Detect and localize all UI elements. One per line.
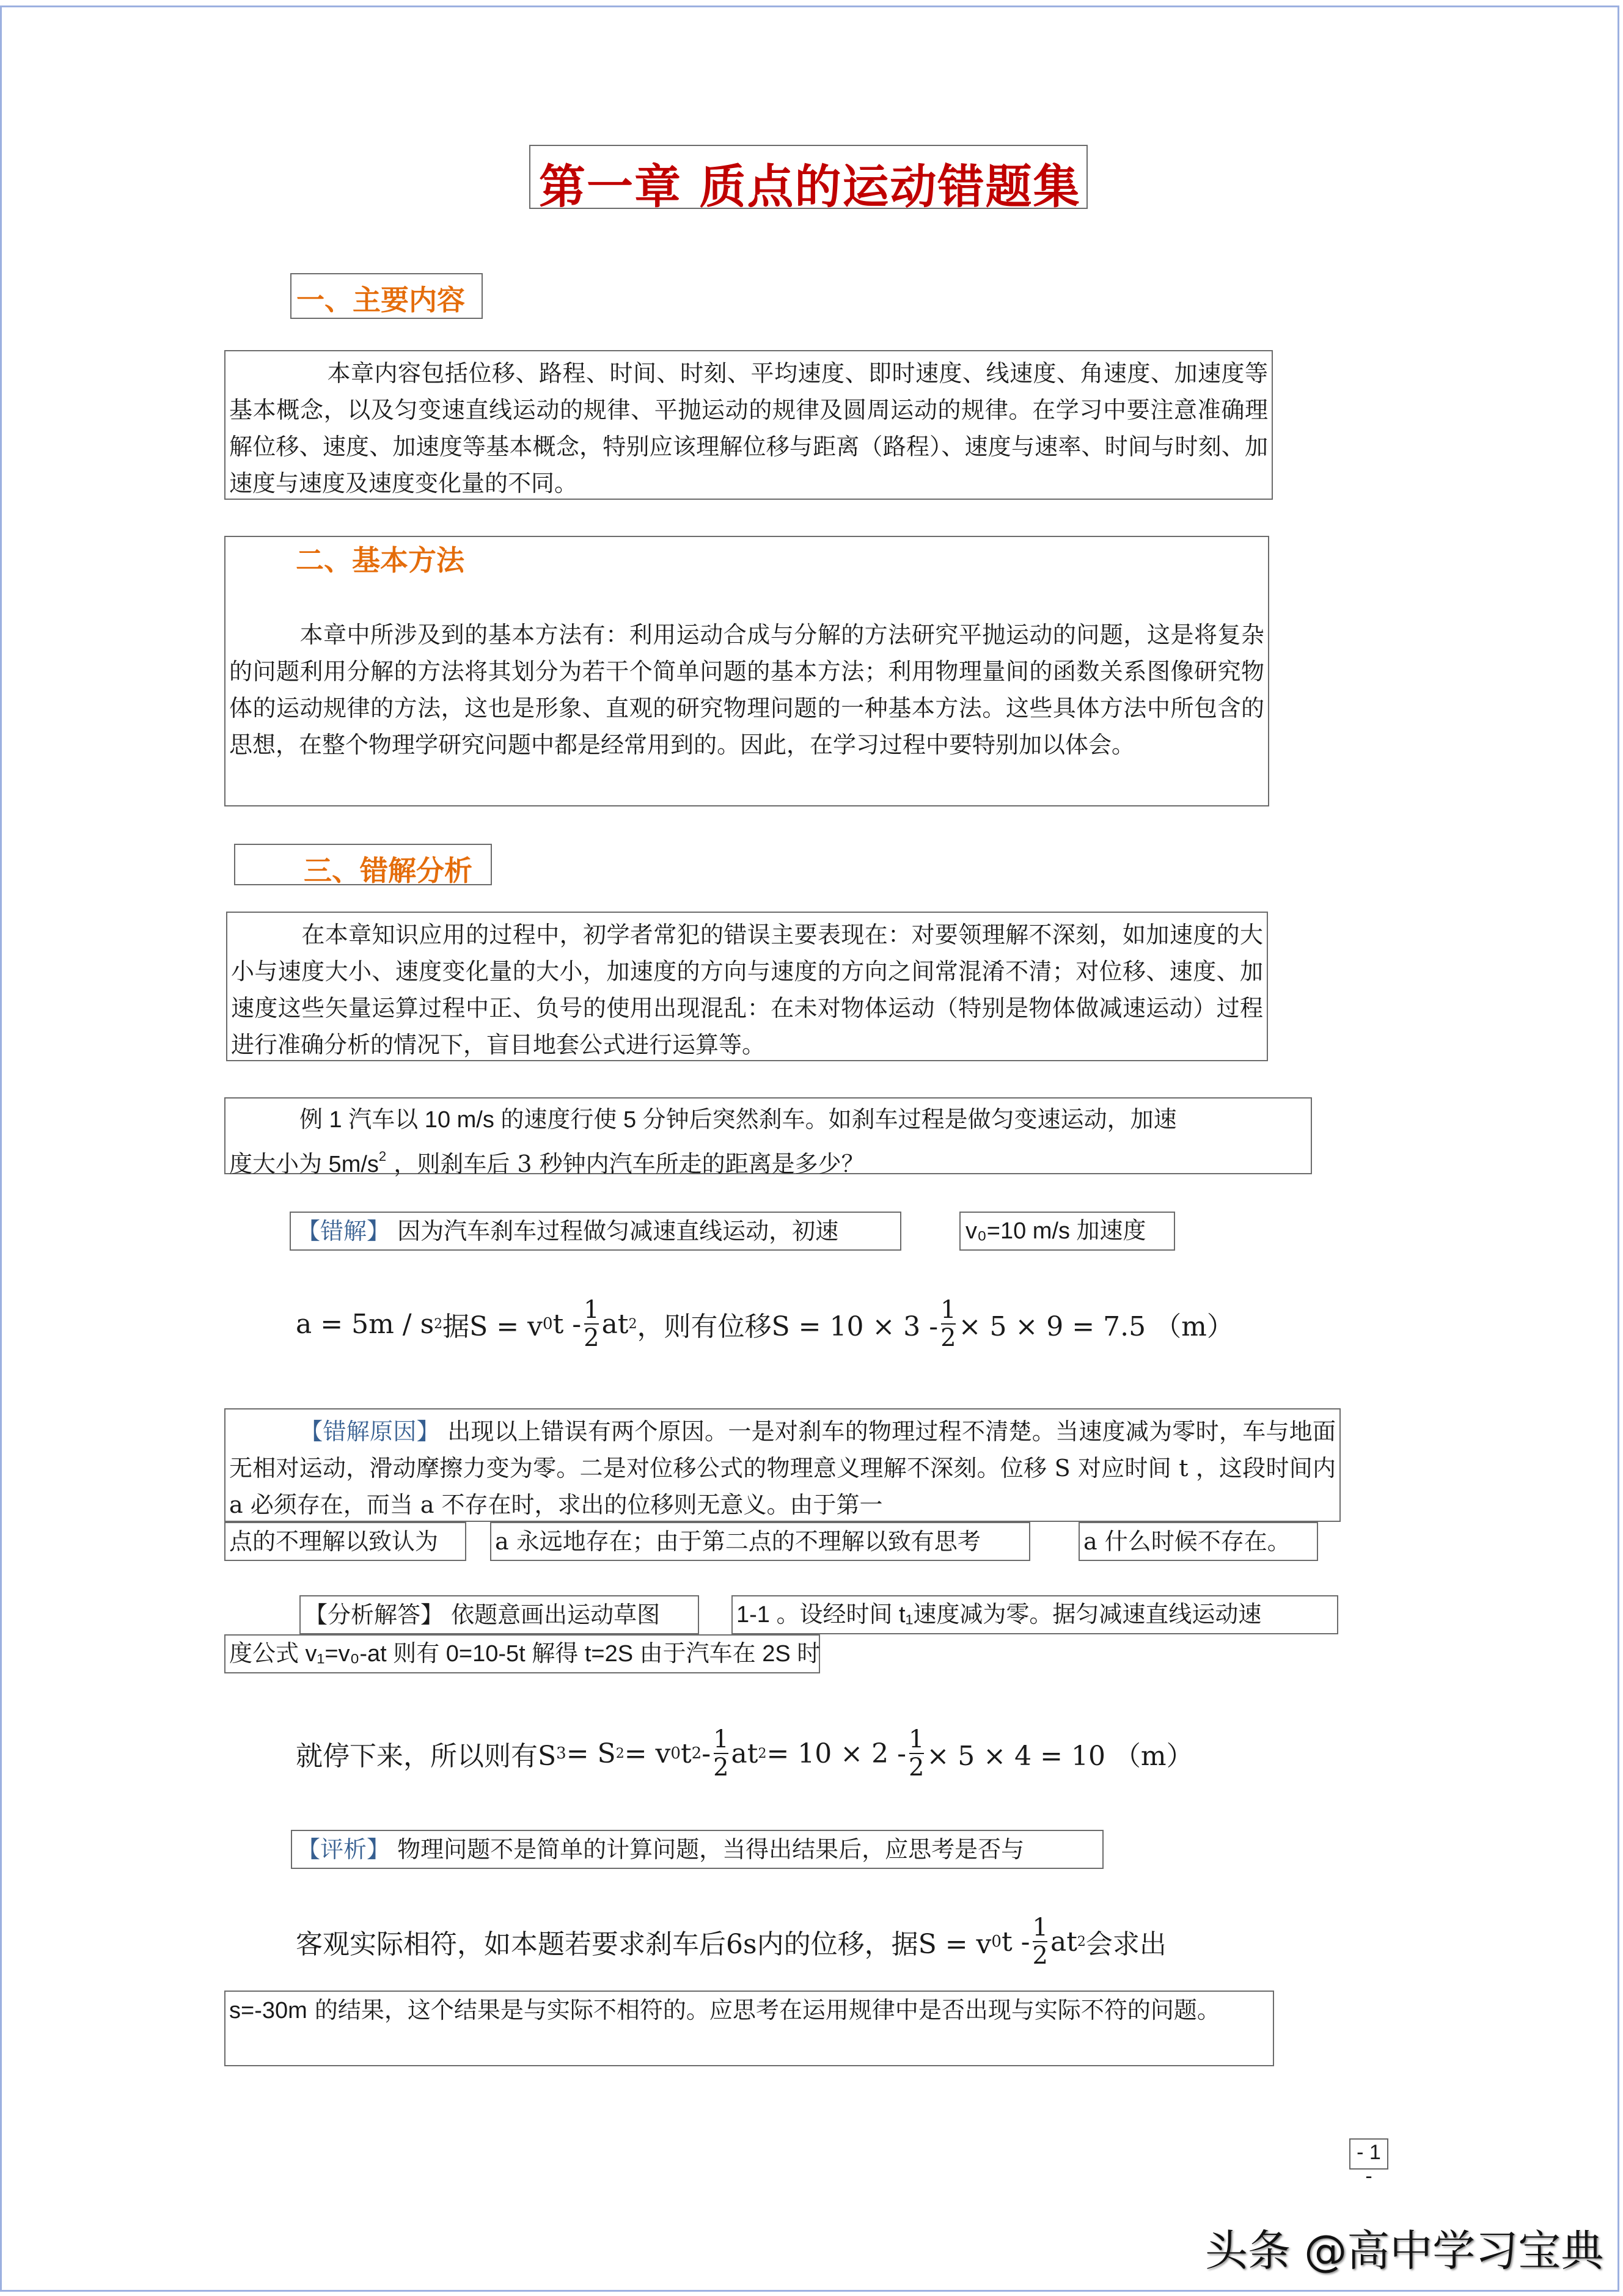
fraction-half: $\frac{1}{2}$ (713, 1725, 729, 1782)
analysis-answer-cont-c: 度公式 v₁=v₀-at 则有 0=10-5t 解得 t=2S 由于汽车在 2S 时 (224, 1634, 820, 1673)
section-heading-error-analysis (234, 844, 492, 885)
basic-methods-block (224, 536, 1269, 806)
comment-tag: 【评析】 (297, 1836, 390, 1863)
analysis-answer-formula: 就停下来，所以则有S 3 = S 2 = v 0 t 2 - $\frac{1}{2}$ at 2 = 10 × 2 - $\frac{1}{2}$ × 5 × 4 = 10 （m） (296, 1725, 1193, 1782)
comment-text: 物理问题不是简单的计算问题，当得出结果后，应思考是否与 (390, 1836, 1025, 1863)
error-analysis-text: 在本章知识应用的过程中，初学者常犯的错误主要表现在：对要领理解不深刻，如加速度的大小与速度大小、速度变化量的大小，加速度的方向与速度的方向之间常混淆不清；对位移、速度、加速度这些矢量运算过程中正、负号的使用出现混乱：在未对物体运动（特别是物体做减速运动）过程进行准确分析的情况下，盲目地套公式进行运算等。 (231, 921, 1263, 1058)
analysis-answer-box (299, 1595, 699, 1634)
error-reason-cont-a: 点的不理解以致认为 (224, 1522, 466, 1561)
basic-methods-paragraph (229, 616, 1264, 763)
error-analysis-paragraph (226, 912, 1268, 1061)
analysis-answer-text: 依题意画出运动草图 (444, 1601, 661, 1628)
analysis-answer-tag: 【分析解答】 (304, 1601, 444, 1628)
wrong-solution-text: 因为汽车刹车过程做匀减速直线运动，初速 (390, 1218, 839, 1245)
fraction-half: $\frac{1}{2}$ (1032, 1914, 1048, 1970)
fraction-half: $\frac{1}{2}$ (908, 1725, 925, 1782)
error-reason-cont-c: a 什么时候不存在。 (1079, 1522, 1318, 1561)
analysis-answer-cont-b: 1-1 。设经时间 t₁速度减为零。据匀减速直线运动速 (731, 1595, 1338, 1634)
wrong-solution-formula: a = 5m / s 2 据S = v 0 t - $\frac{1}{2}$ at 2 ，则有位移S = 10 × 3 - $\frac{1}{2}$ × 5 × 9 = 7.5 （m） (296, 1296, 1234, 1352)
watermark: 头条 @高中学习宝典 (1205, 2226, 1604, 2276)
chapter-title-box (529, 145, 1088, 214)
section-heading-basic-methods: 二、基本方法 (296, 544, 464, 577)
error-reason-paragraph (224, 1408, 1341, 1522)
conclusion-text: 的结果，这个结果是与实际不相符的。应思考在运用规律中是否出现与实际不符的问题。 (307, 1997, 1220, 2024)
page-number: - 1 - (1357, 2141, 1381, 2188)
comment-formula: 客观实际相符，如本题若要求刹车后6s内的位移，据S = v 0 t - $\frac{1}{2}$ at 2 会求出 (296, 1914, 1167, 1970)
error-reason-cont-b: a 永远地存在；由于第二点的不理解以致有思考 (490, 1522, 1030, 1561)
question-line-1: 例 1 汽车以 10 m/s 的速度行使 5 分钟后突然刹车。如刹车过程是做匀变速运动，加速 (299, 1107, 1177, 1133)
wrong-solution-box (290, 1212, 901, 1251)
error-reason-text: 出现以上错误有两个原因。一是对刹车的物理过程不清楚。当速度减为零时，车与地面无相对运动，滑动摩擦力变为零。二是对位移公式的物理意义理解不深刻。位移 S 对应时间 t ，这段时间内 a 必须存在，而当 a 不存在时，求出的位移则无意义。由于第一 (229, 1418, 1336, 1518)
comment-box (291, 1830, 1104, 1869)
page-number-box (1349, 2138, 1388, 2188)
initial-velocity-text: v₀=10 m/s 加速度 (965, 1218, 1146, 1244)
basic-methods-text: 本章中所涉及到的基本方法有：利用运动合成与分解的方法研究平抛运动的问题，这是将复杂的问题利用分解的方法将其划分为若干个简单问题的基本方法；利用物理量间的函数关系图像研究物体的运动规律的方法，这也是形象、直观的研究物理问题的一种基本方法。这些具体方法中所包含的思想，在整个物理学研究问题中都是经常用到的。因此，在学习过程中要特别加以体会。 (229, 621, 1264, 758)
question-line-2: 度大小为 $5m/s^2$ ，则刹车后 3 秒钟内汽车所走的距离是多少？ (229, 1149, 865, 1177)
conclusion-result: s=-30m (229, 1998, 307, 2024)
conclusion-paragraph (224, 1991, 1274, 2066)
section-heading-text: 三、错解分析 (304, 854, 472, 887)
fraction-half: $\frac{1}{2}$ (940, 1296, 956, 1352)
section-heading-text: 一、主要内容 (296, 283, 465, 316)
chapter-title: 第一章 质点的运动错题集 (539, 159, 1081, 214)
fraction-half: $\frac{1}{2}$ (584, 1296, 599, 1352)
example-1-question (224, 1097, 1312, 1177)
main-content-text: 本章内容包括位移、路程、时间、时刻、平均速度、即时速度、线速度、角速度、加速度等基本概念，以及匀变速直线运动的规律、平抛运动的规律及圆周运动的规律。在学习中要注意准确理解位移、速度、加速度等基本概念，特别应该理解位移与距离（路程）、速度与速率、时间与时刻、加速度与速度及速度变化量的不同。 (229, 360, 1268, 497)
initial-velocity-box (959, 1212, 1175, 1251)
wrong-solution-tag: 【错解】 (297, 1218, 390, 1245)
error-reason-tag: 【错解原因】 (299, 1418, 440, 1445)
section-heading-main-content (290, 273, 483, 319)
main-content-paragraph (224, 350, 1273, 500)
